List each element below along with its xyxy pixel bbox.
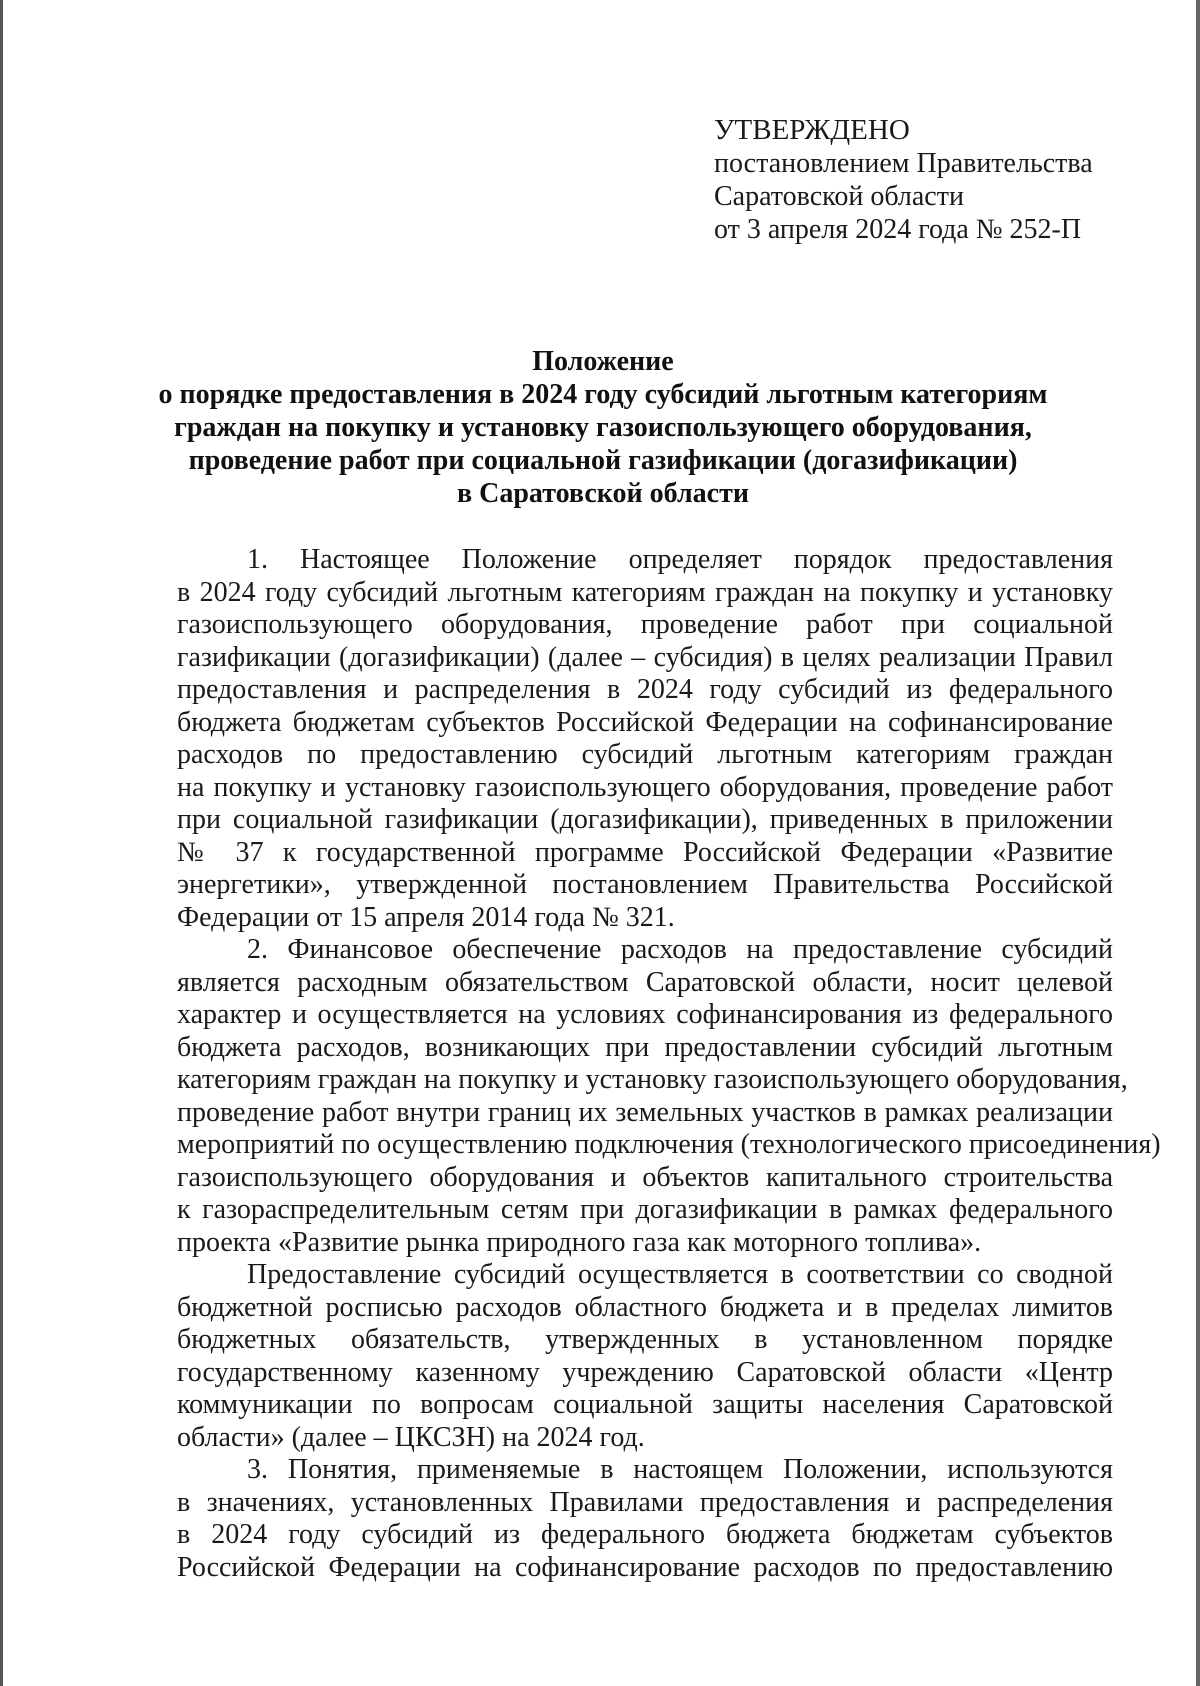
paragraph-3 [177,1259,1113,1454]
paragraph-1 [177,544,1113,934]
text-line: проведение работ внутри границ их земельных участков в рамках реализации [177,1096,1113,1128]
text-line: характер и осуществляется на условиях софинансирования из федерального [177,999,1113,1030]
text-line: бюджетных обязательств, утвержденных в установленном порядке [177,1324,1113,1355]
text-line: категориям граждан на покупку и установку газоиспользующего оборудования, [177,1064,1128,1095]
text-line: энергетики», утвержденной постановлением Правительства Российской [177,869,1113,900]
text-line: газоиспользующего оборудования, проведение работ при социальной [177,609,1113,640]
title-line: проведение работ при социальной газификации (догазификации) [188,445,1018,476]
paragraph-2 [177,934,1161,1259]
text-line: государственному казенному учреждению Саратовской области «Центр [177,1356,1113,1388]
text-line: на покупку и установку газоиспользующего оборудования, проведение работ [177,771,1113,803]
text-line: Федерации от 15 апреля 2014 года № 321. [177,901,675,933]
text-line: бюджета расходов, возникающих при предоставлении субсидий льготным [177,1031,1113,1063]
text-line: в 2024 году субсидий льготным категориям граждан на покупку и установку [177,576,1113,608]
text-line: № 37 к государственной программе Российской Федерации «Развитие [177,836,1113,868]
approval-date-line: от 3 апреля 2024 года № 252-П [714,214,1082,245]
text-line: газоиспользующего оборудования и объектов капитального строительства [177,1161,1113,1193]
scan-edge-right [1196,0,1200,1686]
text-line: расходов по предоставлению субсидий льготным категориям граждан [177,739,1113,770]
approval-heading: УТВЕРЖДЕНО [714,114,910,146]
approval-line: Саратовской области [714,181,964,212]
text-line: 2. Финансовое обеспечение расходов на предоставление субсидий [247,934,1113,965]
title-line: Положение [532,346,674,377]
approval-line: постановлением Правительства [714,148,1093,179]
title-line: о порядке предоставления в 2024 году субсидий льготным категориям [158,379,1048,410]
text-line: при социальной газификации (догазификации), приведенных в приложении [177,804,1113,835]
text-line: в значениях, установленных Правилами предоставления и распределения [177,1486,1113,1518]
document-title [150,345,1056,510]
paragraph-4 [177,1454,1113,1584]
text-line: Российской Федерации на софинансирование расходов по предоставлению [177,1551,1113,1583]
text-line: является расходным обязательством Саратовской области, носит целевой [177,966,1113,998]
text-line: бюджетной росписью расходов областного бюджета и в пределах лимитов [177,1291,1113,1323]
text-line: газификации (догазификации) (далее – субсидия) в целях реализации Правил [177,641,1113,673]
text-line: Предоставление субсидий осуществляется в соответствии со сводной [247,1259,1113,1290]
title-line: в Саратовской области [457,478,749,509]
scan-edge-left [0,0,3,1686]
text-line: 1. Настоящее Положение определяет порядок предоставления [247,544,1113,575]
approval-stamp [714,114,1154,246]
text-line: бюджета бюджетам субъектов Российской Федерации на софинансирование [177,706,1113,738]
text-line: предоставления и распределения в 2024 году субсидий из федерального [177,674,1113,705]
document-body [177,544,1161,1584]
text-line: в 2024 году субсидий из федерального бюджета бюджетам субъектов [177,1519,1113,1550]
text-line: проекта «Развитие рынка природного газа как моторного топлива». [177,1226,982,1258]
text-line: области» (далее – ЦКСЗН) на 2024 год. [177,1421,645,1453]
title-line: граждан на покупку и установку газоиспользующего оборудования, [174,412,1032,443]
text-line: к газораспределительным сетям при догазификации в рамках федерального [177,1194,1113,1225]
text-line: мероприятий по осуществлению подключения (технологического присоединения) [177,1129,1161,1160]
text-line: 3. Понятия, применяемые в настоящем Положении, используются [247,1454,1113,1485]
text-line: коммуникации по вопросам социальной защиты населения Саратовской [177,1389,1113,1420]
